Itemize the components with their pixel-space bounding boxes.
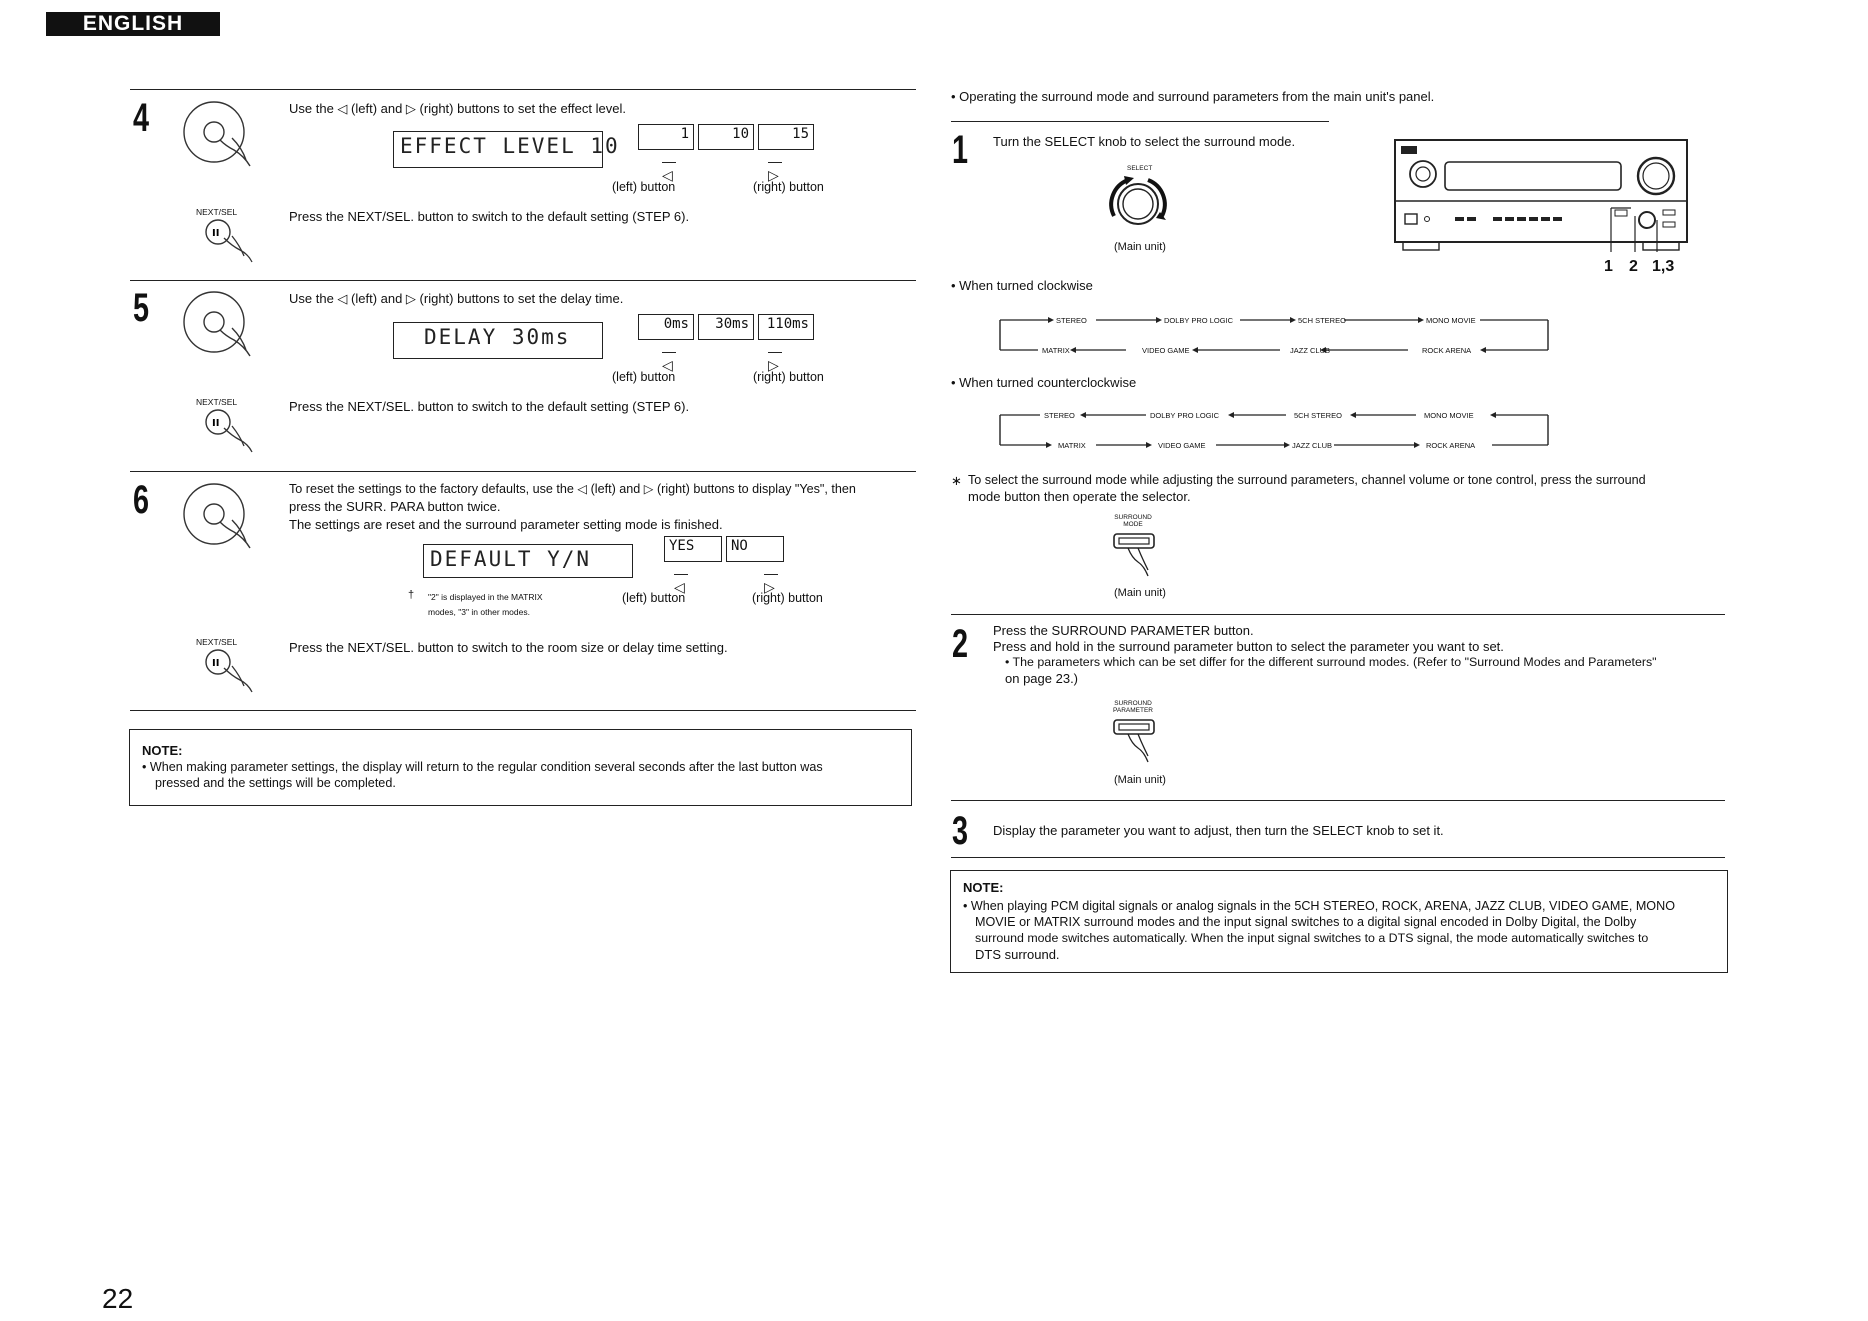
step6-press-text: Press the NEXT/SEL. button to switch to the room size or delay time setting. — [289, 640, 728, 655]
step6-rule — [130, 471, 916, 472]
default-display: DEFAULT Y/N — [423, 544, 633, 578]
surround-mode-button-icon — [1112, 532, 1162, 582]
delay-seg-min: 0ms — [638, 314, 694, 340]
asterisk-main-unit: (Main unit) — [1114, 587, 1166, 599]
ccw-bottom-rock: ROCK ARENA — [1426, 441, 1476, 450]
step4-right-button-label: (right) button — [753, 180, 824, 194]
cw-bottom-rock: ROCK ARENA — [1422, 346, 1472, 355]
step5-nextsel-label: NEXT/SEL — [196, 397, 238, 407]
cw-top-mono: MONO MOVIE — [1426, 316, 1476, 325]
ccw-top-stereo: STEREO — [1044, 411, 1075, 420]
right-note-line-3: surround mode switches automatically. When the input signal switches to a DTS signal, the mode automatically switches to — [975, 931, 1649, 945]
right-step2-number: 2 — [952, 622, 969, 666]
right-step1-text: Turn the SELECT knob to select the surround mode. — [993, 134, 1296, 149]
left-note-line-2: pressed and the settings will be completed. — [155, 776, 396, 790]
callout-2: 2 — [1629, 258, 1638, 275]
language-banner — [46, 12, 220, 36]
right-step3-number: 3 — [952, 809, 969, 853]
step4-rule — [130, 89, 916, 90]
step6-number: 6 — [133, 478, 150, 522]
asterisk-line-2: mode button then operate the selector. — [968, 489, 1191, 504]
step5-press-text: Press the NEXT/SEL. button to switch to the default setting (STEP 6). — [289, 399, 690, 414]
footnote-mark: † — [408, 589, 415, 601]
right-intro-rule — [951, 121, 1329, 122]
footnote-line-1: "2" is displayed in the MATRIX — [428, 592, 543, 602]
cw-top-dolby: DOLBY PRO LOGIC — [1164, 316, 1234, 325]
delay-seg-mid: 30ms — [698, 314, 754, 340]
step5-rule — [130, 280, 916, 281]
cw-top-stereo: STEREO — [1056, 316, 1087, 325]
svg-text:II: II — [212, 228, 220, 239]
nextsel-button-icon — [202, 218, 262, 264]
step4-number: 4 — [133, 96, 150, 140]
right-step1-number: 1 — [952, 128, 969, 172]
right-note-line-2: MOVIE or MATRIX surround modes and the input signal switches to a digital signal encoded in Dolby Digital, the Dolby — [975, 915, 1637, 929]
asterisk-mark: ∗ — [951, 473, 962, 488]
cw-bottom-videogame: VIDEO GAME — [1142, 346, 1190, 355]
surround-mode-label: SURROUND MODE — [1114, 514, 1152, 528]
right-arrow-icon: — ▷ — [764, 565, 778, 595]
step4-left-button-label: (left) button — [612, 180, 676, 194]
step5-number: 5 — [133, 286, 150, 330]
effect-seg-min: 1 — [638, 124, 694, 150]
surround-parameter-button-icon — [1112, 718, 1162, 768]
step4-instruction: Use the ◁ (left) and ▷ (right) buttons to set the effect level. — [289, 101, 626, 116]
ccw-top-dolby: DOLBY PRO LOGIC — [1150, 411, 1220, 420]
surround-parameter-label: SURROUND PARAMETER — [1113, 700, 1153, 714]
right-step2-line-2: Press and hold in the surround parameter button to select the parameter you want to set. — [993, 639, 1504, 654]
svg-text:II: II — [212, 658, 220, 669]
language-label: ENGLISH — [82, 12, 184, 35]
counterclockwise-label: • When turned counterclockwise — [951, 375, 1137, 390]
ccw-bottom-jazz: JAZZ CLUB — [1292, 441, 1333, 450]
ccw-bottom-videogame: VIDEO GAME — [1158, 441, 1206, 450]
right-step2-main-unit: (Main unit) — [1114, 774, 1166, 786]
remote-dial-icon — [180, 482, 262, 552]
right-arrow-icon: — ▷ — [768, 153, 782, 183]
step6-nextsel-label: NEXT/SEL — [196, 637, 238, 647]
delay-seg-max: 110ms — [758, 314, 814, 340]
right-arrow-icon: — ▷ — [768, 343, 782, 373]
right-note-line-1: • When playing PCM digital signals or analog signals in the 5CH STEREO, ROCK, ARENA, JAZZ CLUB, VIDEO GAME, MONO — [963, 899, 1675, 913]
right-note-title: NOTE: — [963, 880, 1004, 895]
svg-text:II: II — [212, 418, 220, 429]
default-seg-yes: YES — [664, 536, 722, 562]
step4-nextsel-label: NEXT/SEL — [196, 207, 238, 217]
right-note-line-4: DTS surround. — [975, 947, 1060, 962]
right-step2-rule — [951, 614, 1725, 615]
left-arrow-icon: — ◁ — [674, 565, 688, 595]
step6-instruction-2: press the SURR. PARA button twice. — [289, 499, 501, 514]
default-seg-no: NO — [726, 536, 784, 562]
left-note-title: NOTE: — [142, 743, 183, 758]
left-note-line-1: • When making parameter settings, the display will return to the regular condition several seconds after the last button was — [142, 760, 823, 774]
step5-left-button-label: (left) button — [612, 370, 676, 384]
right-step2-line-1: Press the SURROUND PARAMETER button. — [993, 623, 1254, 638]
left-arrow-icon: — ◁ — [662, 153, 676, 183]
right-step1-main-unit: (Main unit) — [1114, 241, 1166, 253]
right-intro: • Operating the surround mode and surround parameters from the main unit's panel. — [951, 89, 1435, 104]
step6-right-button-label: (right) button — [752, 591, 823, 605]
select-knob-icon — [1100, 172, 1180, 236]
ccw-top-5ch: 5CH STEREO — [1294, 411, 1342, 420]
right-note-rule — [951, 857, 1725, 858]
remote-dial-icon — [180, 100, 262, 170]
asterisk-line-1: To select the surround mode while adjusting the surround parameters, channel volume or tone control, press the surround — [968, 473, 1646, 487]
right-step2-line-4: on page 23.) — [1005, 671, 1079, 686]
cw-bottom-jazz: JAZZ CLUB — [1290, 346, 1331, 355]
right-step2-line-3: • The parameters which can be set differ for the different surround modes. (Refer to "Surround Modes and Parameters" — [1005, 655, 1657, 669]
remote-dial-icon — [180, 290, 262, 360]
ccw-top-mono: MONO MOVIE — [1424, 411, 1474, 420]
select-knob-label: SELECT — [1127, 165, 1153, 172]
step5-instruction: Use the ◁ (left) and ▷ (right) buttons to set the delay time. — [289, 291, 624, 306]
right-step3-text: Display the parameter you want to adjust, then turn the SELECT knob to set it. — [993, 823, 1444, 838]
cw-bottom-matrix: MATRIX — [1042, 346, 1070, 355]
effect-seg-max: 15 — [758, 124, 814, 150]
nextsel-button-icon — [202, 408, 262, 454]
delay-display: DELAY 30ms — [393, 322, 603, 359]
step4-press-text: Press the NEXT/SEL. button to switch to the default setting (STEP 6). — [289, 209, 690, 224]
cw-top-5ch: 5CH STEREO — [1298, 316, 1346, 325]
step6-left-button-label: (left) button — [622, 591, 686, 605]
step6-bottom-rule — [130, 710, 916, 711]
nextsel-button-icon — [202, 648, 262, 694]
callout-1-3: 1,3 — [1652, 258, 1675, 275]
left-arrow-icon: — ◁ — [662, 343, 676, 373]
receiver-front-panel-icon — [1393, 136, 1723, 256]
step6-instruction-3: The settings are reset and the surround parameter setting mode is finished. — [289, 517, 723, 532]
right-step3-rule — [951, 800, 1725, 801]
step6-instruction-1: To reset the settings to the factory defaults, use the ◁ (left) and ▷ (right) buttons to display "Yes", then — [289, 482, 856, 496]
step5-right-button-label: (right) button — [753, 370, 824, 384]
effect-level-display: EFFECT LEVEL 10 — [393, 131, 603, 168]
page-number: 22 — [102, 1283, 134, 1314]
clockwise-label: • When turned clockwise — [951, 278, 1093, 293]
callout-1: 1 — [1604, 258, 1613, 275]
ccw-bottom-matrix: MATRIX — [1058, 441, 1086, 450]
effect-seg-mid: 10 — [698, 124, 754, 150]
footnote-line-2: modes, "3" in other modes. — [428, 607, 530, 617]
